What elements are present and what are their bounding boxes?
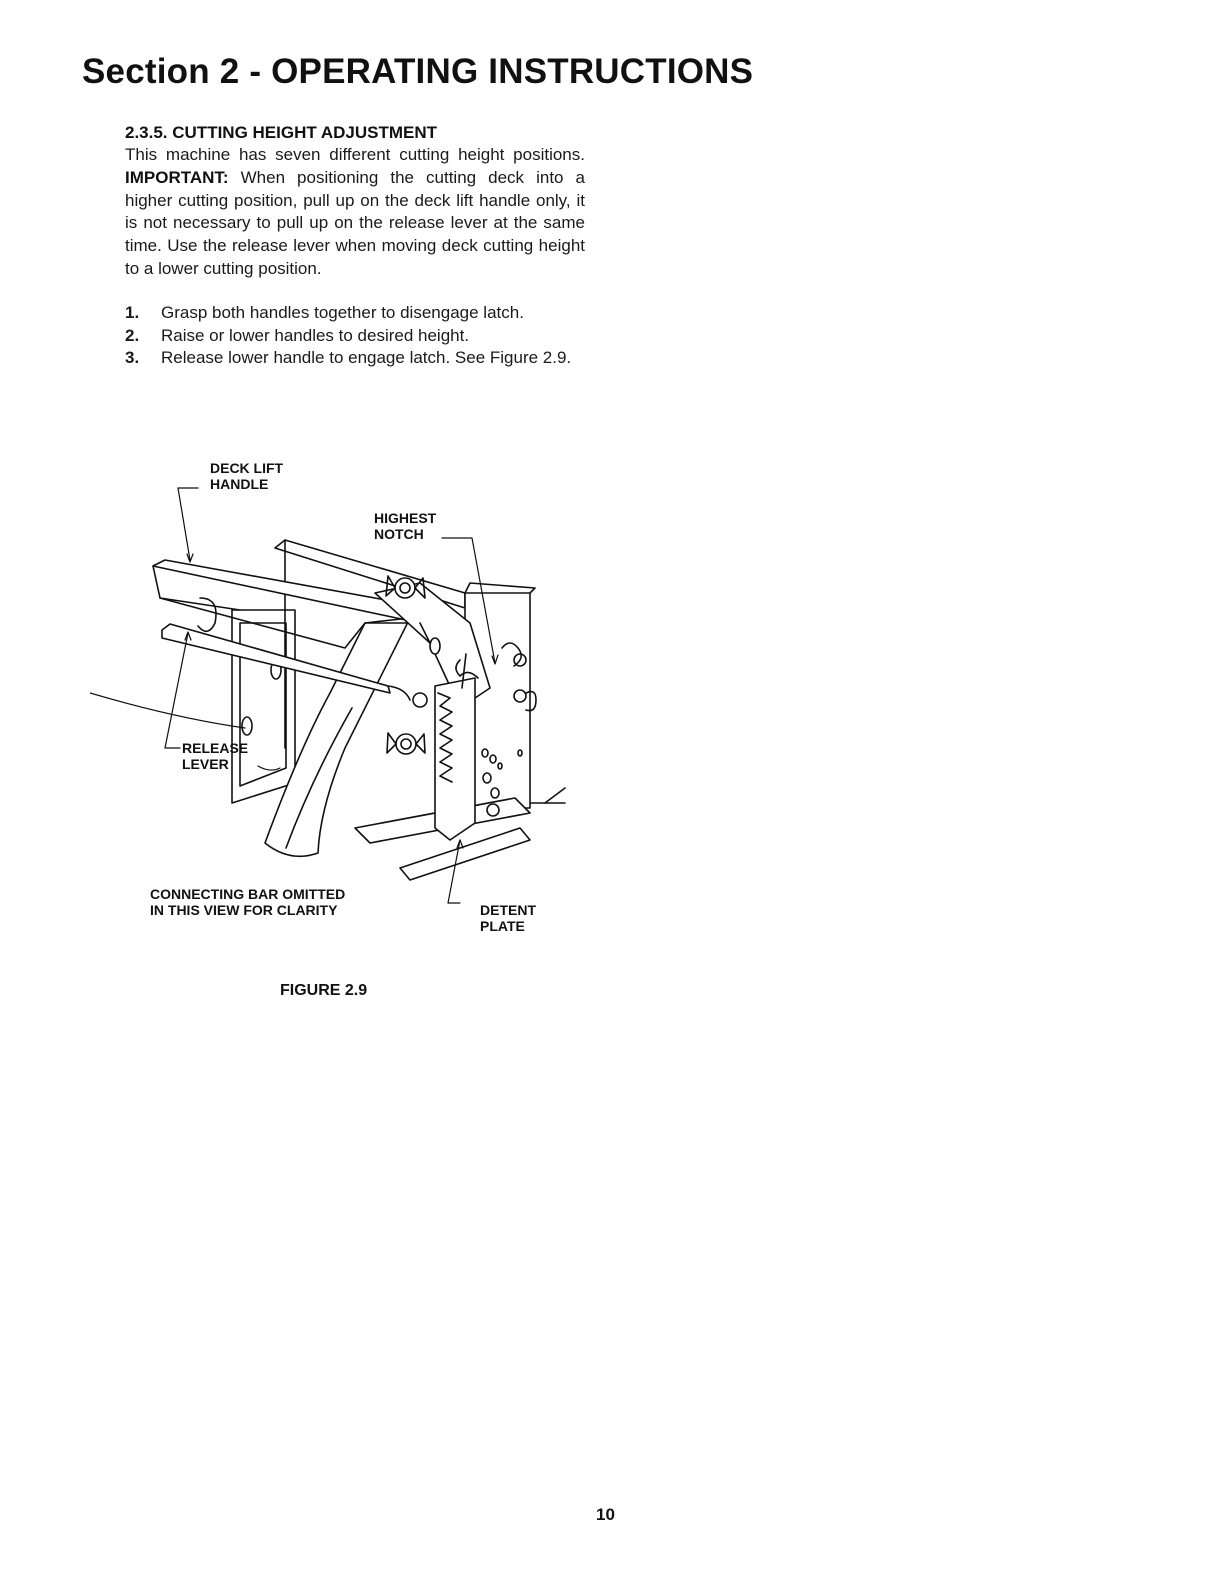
- step-text: Grasp both handles together to disengage latch.: [161, 302, 524, 322]
- label-detent-plate: [480, 902, 536, 934]
- page-number: 10: [596, 1505, 615, 1524]
- label-detent-line-1: DETENT: [480, 902, 536, 918]
- figure-caption: FIGURE 2.9: [280, 982, 368, 999]
- step-item: [125, 302, 585, 325]
- label-connecting-line-2: IN THIS VIEW FOR CLARITY: [150, 902, 338, 918]
- intro-text-1: This machine has seven different cutting height positions.: [125, 145, 585, 164]
- label-deck-lift-handle: [210, 460, 283, 492]
- figure-2-9: [90, 448, 580, 1008]
- label-deck-lift-line-2: HANDLE: [210, 476, 269, 492]
- label-connecting-bar: [150, 886, 345, 918]
- step-item: [125, 325, 585, 348]
- label-highest-line-2: NOTCH: [374, 526, 424, 542]
- steps-list: [125, 302, 585, 370]
- section-heading: 2.3.5. CUTTING HEIGHT ADJUSTMENT: [125, 123, 438, 142]
- label-deck-lift-line-1: DECK LIFT: [210, 460, 284, 476]
- label-release-lever: [182, 740, 248, 772]
- step-number: 3.: [125, 348, 140, 368]
- label-connecting-line-1: CONNECTING BAR OMITTED: [150, 886, 346, 902]
- important-label: IMPORTANT:: [125, 167, 229, 187]
- intro-text-2: When positioning the cutting deck into a higher cutting position, pull up on the deck lift handle only, it is not necessary to pull up on the release lever at the same time. Use the release lever when moving deck cutting height to a lower cutting position.: [125, 167, 585, 278]
- intro-paragraph: [125, 144, 585, 281]
- label-highest-line-1: HIGHEST: [374, 510, 437, 526]
- label-highest-notch: [374, 510, 436, 542]
- step-text: Release lower handle to engage latch. See Figure 2.9.: [161, 348, 572, 368]
- label-release-line-1: RELEASE: [182, 740, 249, 756]
- step-number: 1.: [125, 302, 140, 322]
- step-text: Raise or lower handles to desired height.: [161, 325, 470, 345]
- step-item: [125, 347, 585, 370]
- step-number: 2.: [125, 325, 140, 345]
- content-column: [125, 122, 585, 370]
- page-title: Section 2 - OPERATING INSTRUCTIONS: [82, 52, 754, 91]
- label-release-line-2: LEVER: [182, 756, 229, 772]
- label-detent-line-2: PLATE: [480, 918, 525, 934]
